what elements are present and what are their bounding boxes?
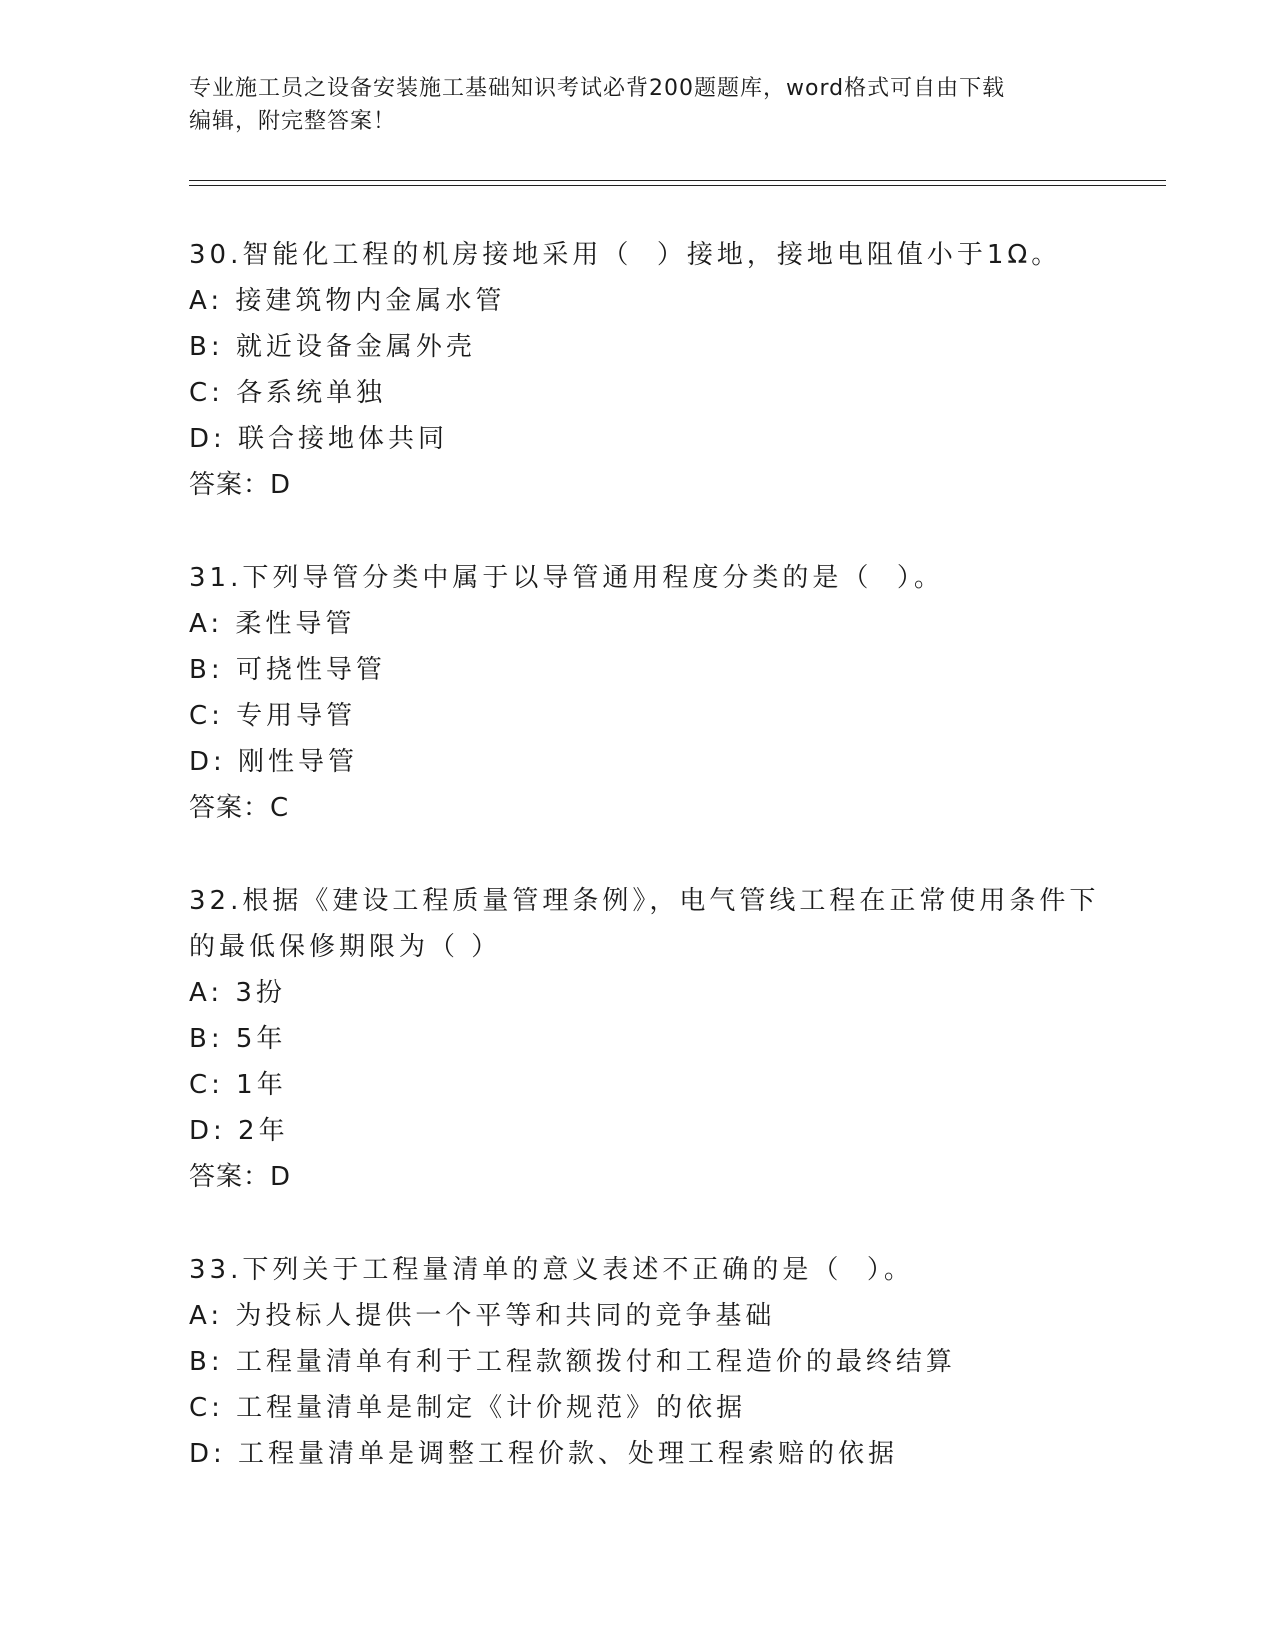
option-c: C: 专用导管 <box>189 701 357 731</box>
option-a: A: 接建筑物内金属水管 <box>189 286 506 316</box>
option-c: C: 1年 <box>189 1070 287 1100</box>
question-text: 30.智能化工程的机房接地采用（ ）接地，接地电阻值小于1Ω。 <box>189 240 1062 270</box>
question-33 <box>189 1247 1149 1477</box>
option-a: A: 柔性导管 <box>189 609 356 639</box>
option-b: B: 就近设备金属外壳 <box>189 332 476 362</box>
option-c: C: 工程量清单是制定《计价规范》的依据 <box>189 1393 747 1423</box>
question-text-line-1: 32.根据《建设工程质量管理条例》，电气管线工程在正常使用条件下 <box>189 886 1100 916</box>
answer: 答案：D <box>189 1162 292 1192</box>
option-b: B: 工程量清单有利于工程款额拨付和工程造价的最终结算 <box>189 1347 956 1377</box>
option-d: D: 2年 <box>189 1116 289 1146</box>
header-line-2: 编辑，附完整答案！ <box>189 109 397 134</box>
question-30 <box>189 232 1149 508</box>
question-31 <box>189 555 1149 831</box>
question-text: 31.下列导管分类中属于以导管通用程度分类的是（ ）。 <box>189 563 944 593</box>
option-b: B: 可挠性导管 <box>189 655 386 685</box>
option-d: D: 联合接地体共同 <box>189 424 449 454</box>
header-divider-top <box>189 180 1166 181</box>
answer: 答案：D <box>189 470 292 500</box>
header-divider-bottom <box>189 185 1166 186</box>
document-header <box>189 72 1089 138</box>
question-text-line-2: 的最低保修期限为（ ） <box>189 932 502 962</box>
option-d: D: 刚性导管 <box>189 747 359 777</box>
option-a: A: 为投标人提供一个平等和共同的竞争基础 <box>189 1301 776 1331</box>
answer: 答案：C <box>189 793 290 823</box>
option-d: D: 工程量清单是调整工程价款、处理工程索赔的依据 <box>189 1439 899 1469</box>
option-c: C: 各系统单独 <box>189 378 387 408</box>
question-list <box>189 232 1149 1524</box>
question-text: 33.下列关于工程量清单的意义表述不正确的是（ ）。 <box>189 1255 914 1285</box>
header-line-1: 专业施工员之设备安装施工基础知识考试必背200题题库，word格式可自由下载 <box>189 76 1006 101</box>
option-b: B: 5年 <box>189 1024 287 1054</box>
option-a: A: 3扮 <box>189 978 286 1008</box>
question-32 <box>189 878 1149 1200</box>
